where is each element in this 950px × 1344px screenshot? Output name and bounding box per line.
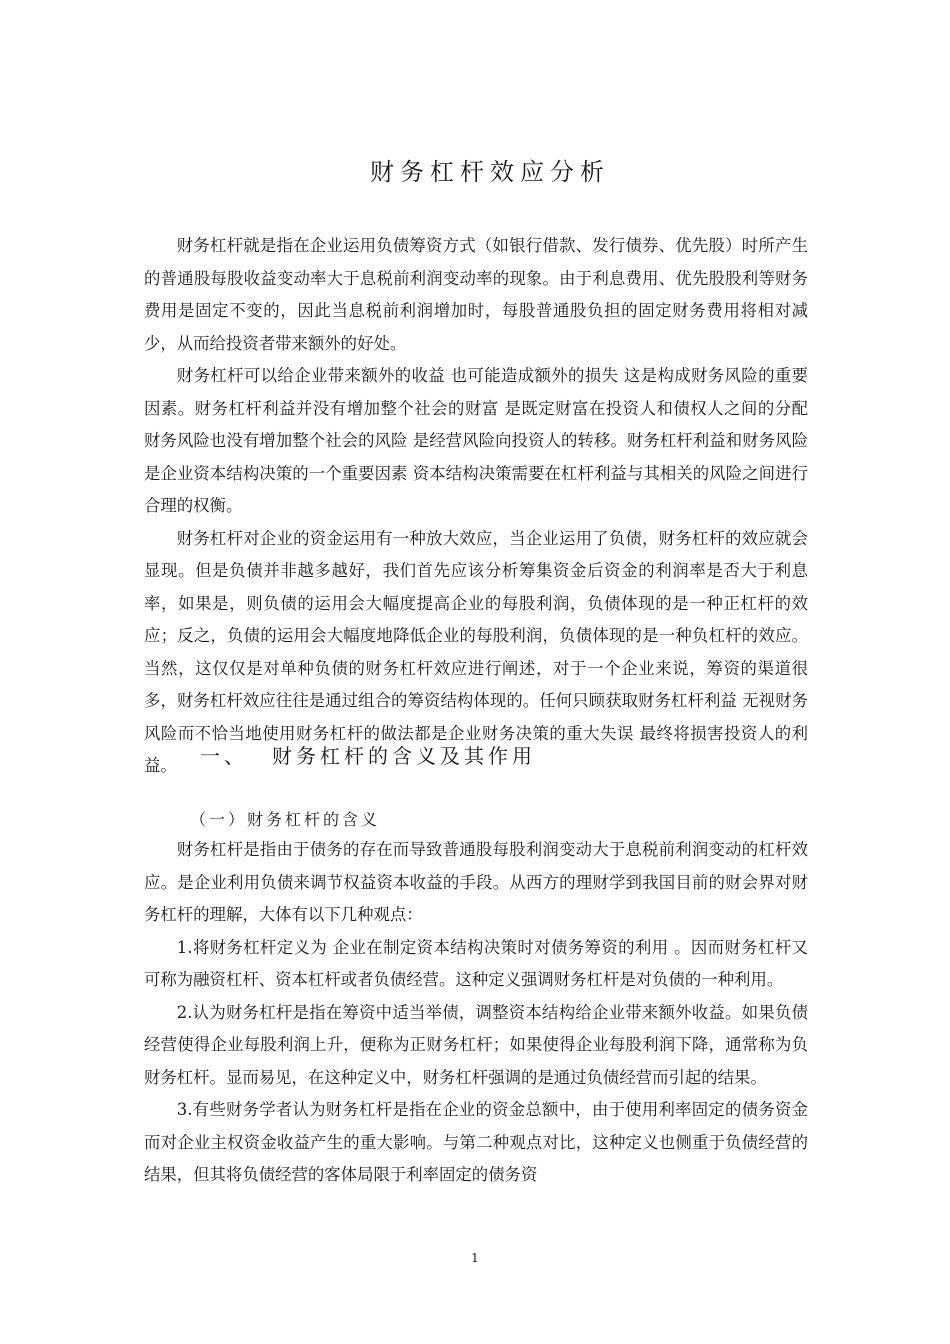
definition-section — [144, 834, 808, 1192]
paragraph: 财务杠杆是指由于债务的存在而导致普通股每股利润变动大于息税前利润变动的杠杆效应。是企业利用负债来调节权益资本收益的手段。从西方的理财学到我国目前的财会界对财务杠杆的理解，大体有以下几种观点： — [144, 840, 808, 924]
sub-heading: （一）财务杠杆的含义 — [190, 810, 381, 829]
paragraph: 财务杠杆可以给企业带来额外的收益 也可能造成额外的损失 这是构成财务风险的重要因素。财务杠杆利益并没有增加整个社会的财富 是既定财富在投资人和债权人之间的分配 财务风险也没有增加整个社会的风险 是经营风险向投资人的转移。财务杠杆利益和财务风险是企业资本结构决策的一个重要因素 资本结构决策需要在杠杆利益与其相关的风险之间进行合理的权衡。 — [144, 366, 808, 515]
section-heading-number: 一、 — [200, 744, 248, 768]
paragraph: 财务杠杆对企业的资金运用有一种放大效应，当企业运用了负债，财务杠杆的效应就会显现。但是负债并非越多越好，我们首先应该分析筹集资金后资金的利润率是否大于利息率，如果是，则负债的运用会大幅度提高企业的每股利润，负债体现的是一种正杠杆的效应；反之，负债的运用会大幅度地降低企业的每股利润，负债体现的是一种负杠杆的效应。当然，这仅仅是对单种负债的财务杠杆效应进行阐述，对于一个企业来说，筹资的渠道很多，财务杠杆效应往往是通过组合的筹资结构体现的。任何只顾获取财务杠杆利益 无视财务风险而不恰当地使用财务杠杆的做法都是企业财务决策的重大失误 最终将损害投资人的利益。 — [144, 528, 808, 775]
section-heading-text: 财务杠杆的含义及其作用 — [272, 744, 536, 768]
paragraph: 2.认为财务杠杆是指在筹资中适当举债，调整资本结构给企业带来额外收益。如果负债经营使得企业每股利润上升，便称为正财务杠杆；如果使得企业每股利润下降，通常称为负财务杠杆。显而易见，在这种定义中，财务杠杆强调的是通过负债经营而引起的结果。 — [144, 1002, 808, 1087]
page-number: 1 — [471, 1251, 479, 1265]
document-title: 财务杠杆效应分析 — [370, 158, 610, 186]
paragraph: 1.将财务杠杆定义为 企业在制定资本结构决策时对债务筹资的利用 。因而财务杠杆又可称为融资杠杆、资本杠杆或者负债经营。这种定义强调财务杠杆是对负债的一种利用。 — [144, 937, 808, 989]
section-heading — [200, 740, 536, 772]
intro-section — [144, 230, 808, 783]
paragraph: 3.有些财务学者认为财务杠杆是指在企业的资金总额中，由于使用利率固定的债务资金而对企业主权资金收益产生的重大影响。与第二种观点对比，这种定义也侧重于负债经营的结果，但其将负债经营的客体局限于利率固定的债务资 — [144, 1100, 808, 1184]
paragraph: 财务杠杆就是指在企业运用负债筹资方式（如银行借款、发行债券、优先股）时所产生的普通股每股收益变动率大于息税前利润变动率的现象。由于利息费用、优先股股利等财务费用是固定不变的，因此当息税前利润增加时，每股普通股负担的固定财务费用将相对减少，从而给投资者带来额外的好处。 — [144, 236, 808, 353]
